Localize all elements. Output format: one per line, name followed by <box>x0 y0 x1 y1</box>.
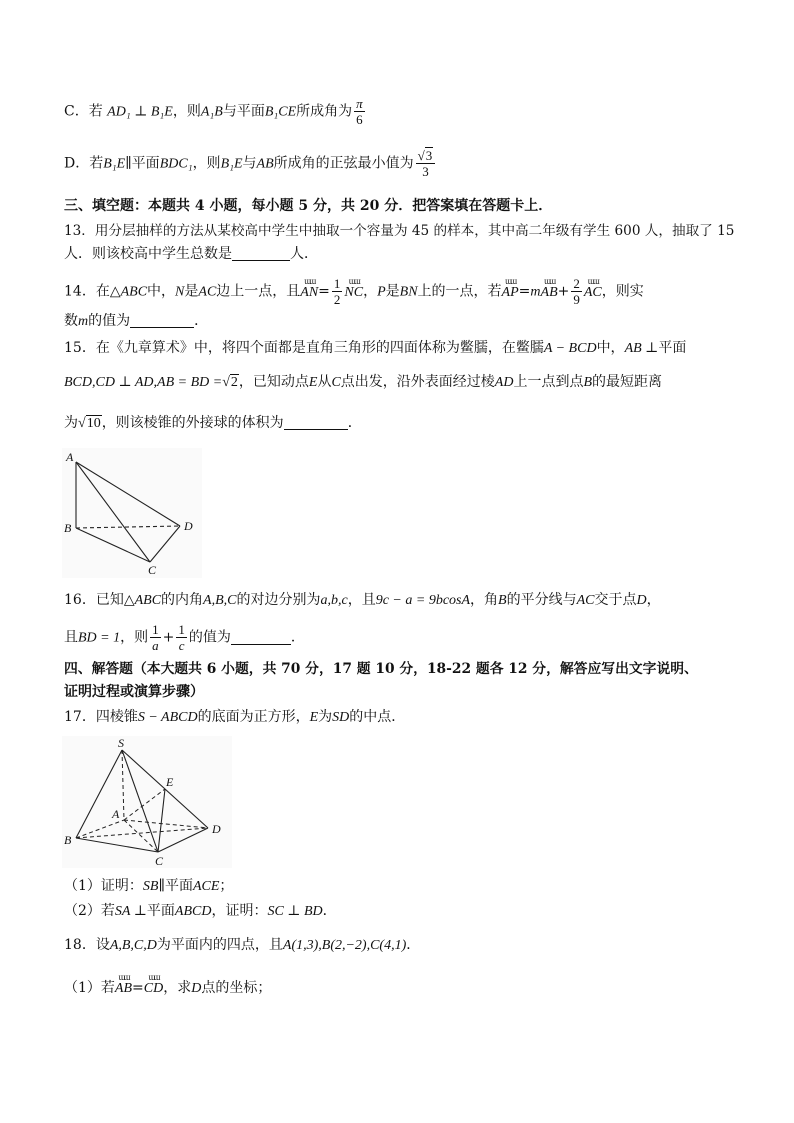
vector-an: ɯɯ AN <box>300 283 318 303</box>
option-d-line1: B₁E <box>220 156 243 172</box>
option-d-text3: 与 <box>242 155 257 172</box>
label-a: A <box>66 450 74 464</box>
label-b: B <box>64 833 72 847</box>
option-d-text2: ，则 <box>192 155 221 172</box>
tetrahedron-figure <box>62 448 202 578</box>
option-c-condition: AD₁ ⊥ B₁E <box>107 104 173 120</box>
option-d-fraction: $\frac{√3}{3}$ <box>416 148 436 179</box>
fraction-two-ninths: $\frac{2}{9}$ <box>573 276 580 307</box>
option-d-line: B₁E <box>103 156 126 172</box>
answer-blank[interactable] <box>232 246 290 261</box>
section4-heading-line2: 证明过程或演算步骤） <box>64 684 204 700</box>
answer-blank[interactable] <box>284 415 348 430</box>
answer-blank[interactable] <box>231 630 291 645</box>
q15-line1: 15．在《九章算术》中，将四个面都是直角三角形的四面体称为鳖臑，在鳖臑A − BCD中，AB ⊥平面 <box>64 340 687 356</box>
section3-heading: 三、填空题：本题共 4 小题，每小题 5 分，共 20 分．把答案填在答题卡上． <box>64 198 553 214</box>
vector-nc: ɯɯ NC <box>344 283 363 303</box>
label-c: C <box>148 563 157 577</box>
q17-part2: （2）若SA ⊥平面ABCD，证明：SC ⊥ BD． <box>64 903 337 919</box>
vector-cd: ɯɯ CD <box>144 979 163 999</box>
option-d-text: 平面 <box>131 155 160 172</box>
label-b: B <box>64 521 72 535</box>
option-c-text3: 所成角为 <box>296 103 353 120</box>
pyramid-figure <box>62 736 232 868</box>
q16-line2: 且BD = 1，则 $\frac{1}{a}$ + $\frac{1}{c}$ 的值为 ． <box>64 622 305 653</box>
q15-line3: 为√10，则该棱锥的外接球的体积为 ． <box>64 415 362 431</box>
q14-line1: 14．在△ABC中，N是AC边上一点，且ɯɯ AN= $\frac{1}{2}$ ɯɯ NC，P是BN上的一点，若ɯɯ AP=mɯɯ AB+ $\frac{2}{9}$ ɯɯ AC，则实 <box>64 276 644 307</box>
vector-ap: ɯɯ AP <box>502 283 519 303</box>
q14-line2: 数m的值为 ． <box>64 313 209 329</box>
option-c-text: ，则 <box>172 103 201 120</box>
vector-ab: ɯɯ AB <box>541 283 558 303</box>
q16-line1: 16．已知△ABC的内角A,B,C的对边分别为a,b,c，且9c − a = 9bcosA，角B的平分线与AC交于点D， <box>64 592 661 608</box>
option-c <box>64 96 367 127</box>
option-c-fraction: $\frac{\pi}{6}$ <box>356 96 363 127</box>
option-d <box>64 148 437 179</box>
fraction-half: $\frac{1}{2}$ <box>333 276 341 307</box>
q18-part1: （1）若ɯɯ AB=ɯɯ CD，求D点的坐标； <box>64 978 271 999</box>
label-d: D <box>212 822 221 836</box>
option-d-line2: AB <box>256 156 274 172</box>
option-d-text4: 所成角的正弦最小值为 <box>273 155 414 172</box>
section4-heading-line1: 四、解答题（本大题共 6 小题，共 70 分，17 题 10 分，18-22 题各 12 分，解答应写出文字说明、 <box>64 661 698 677</box>
vector-ab: ɯɯ AB <box>115 979 132 999</box>
option-d-plane: BDC₁ <box>159 156 193 172</box>
option-c-prefix: C．若 <box>64 103 103 120</box>
option-c-plane: B₁CE <box>264 104 297 120</box>
q15-line2: BCD,CD ⊥ AD,AB = BD =√2，已知动点E从C点出发，沿外表面经过棱AD上一点到点B的最短距离 <box>64 374 663 390</box>
answer-blank[interactable] <box>130 313 194 328</box>
vector-ac: ɯɯ AC <box>584 283 602 303</box>
q17-part1: （1）证明：SB∥平面ACE； <box>64 878 234 894</box>
label-c: C <box>155 854 164 868</box>
q13-line2: 人．则该校高中学生总数是 人． <box>64 246 318 262</box>
q17-stem: 17．四棱锥S − ABCD的底面为正方形，E为SD的中点． <box>64 709 406 725</box>
label-s: S <box>118 736 124 750</box>
label-e: E <box>166 775 174 789</box>
parallel-symbol: ∥ <box>125 155 132 172</box>
option-c-line: A₁B <box>200 104 223 120</box>
q13-line1: 13．用分层抽样的方法从某校高中学生中抽取一个容量为 45 的样本，其中高二年级有学生 600 人，抽取了 15 <box>64 223 735 239</box>
label-d: D <box>184 519 193 533</box>
option-c-text2: 与平面 <box>222 103 265 120</box>
option-d-prefix: D．若 <box>64 155 104 172</box>
q18-stem: 18．设A,B,C,D为平面内的四点，且A(1,3),B(2,−2),C(4,1)． <box>64 937 421 953</box>
label-a: A <box>112 807 120 821</box>
